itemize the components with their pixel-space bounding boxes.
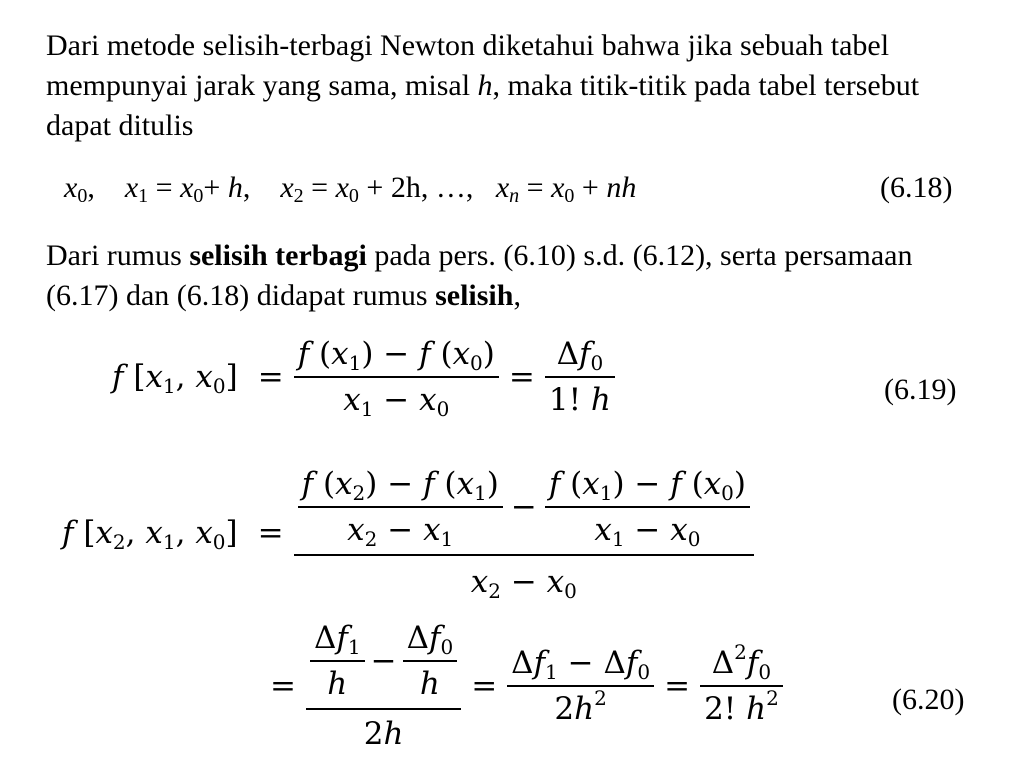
eq620-small-fraction-2: $\frac{\Delta f_0}{h}$ xyxy=(403,620,458,702)
equation-number-6-18: (6.18) xyxy=(880,171,953,204)
eq620-inner-fraction-2: $\frac{f (x_1) - f (x_0)}{x_1 - x_0}$ xyxy=(545,466,750,548)
paragraph-2-text-3: , xyxy=(513,279,521,312)
eq620-equals-1: = xyxy=(257,515,284,551)
eq619-equals-2: = xyxy=(508,359,535,395)
paragraph-2-bold-2: selisih xyxy=(435,279,514,312)
equation-6-20-line-1 xyxy=(62,466,754,603)
paragraph-2-text-2: pada pers. (6.10) s.d. (6.12), serta persamaan (6.17) dan (6.18) didapat rumus xyxy=(46,239,913,312)
equation-6-20-line-2 xyxy=(270,620,783,752)
eq620-inner-fraction-1: $\frac{f (x_2) - f (x_1)}{x_2 - x_1}$ xyxy=(298,466,503,548)
eq620-lhs: f [$x_2$, $x_1$, $x_0$] xyxy=(62,515,238,554)
eq620-fraction-final: $\frac{\Delta^2f_0}{2! h^2}$ xyxy=(700,645,783,727)
sequence-x1: $x_1 = x_0+ h$, xyxy=(124,171,273,207)
eq620-equals-2: = xyxy=(270,668,296,704)
paragraph-2-text-1: Dari rumus xyxy=(46,239,190,272)
eq619-equals-1: = xyxy=(257,359,284,395)
eq619-fraction-1: $\frac{f (x_1) - f (x_0)}{x_1 - x_0}$ xyxy=(294,336,499,418)
equation-6-18 xyxy=(64,168,636,208)
sequence-x0: $x_0$, xyxy=(64,171,118,207)
eq620-fraction-compound: $\frac{\Delta f_1}{h}$ − $\frac{\Delta f_0}{h}$ 2h xyxy=(306,620,461,752)
eq619-lhs: f [$x_1$, $x_0$] xyxy=(112,359,238,398)
equation-number-6-20: (6.20) xyxy=(892,683,965,716)
intro-text-2: , maka titik-titik pada tabel tersebut dapat ditulis xyxy=(46,69,920,142)
intro-text-1: Dari metode selisih-terbagi Newton diketahui bahwa jika sebuah tabel mempunyai jarak yang sama, misal xyxy=(46,29,890,102)
sequence-x2: $x_2 = x_0 + 2h$, …, xyxy=(280,171,489,207)
intro-h: h xyxy=(477,69,493,102)
equation-number-6-19: (6.19) xyxy=(884,373,957,406)
eq620-equals-4: = xyxy=(664,668,691,704)
eq619-fraction-2: $\frac{\Delta f_0}{1! h}$ xyxy=(545,336,615,418)
equation-6-19 xyxy=(112,336,615,421)
eq620-equals-3: = xyxy=(471,668,498,704)
eq620-fraction-difference: $\frac{\Delta f_1 - \Delta f_0}{2h^2}$ xyxy=(507,645,654,727)
intro-paragraph xyxy=(46,26,986,146)
eq620-small-fraction-1: $\frac{\Delta f_1}{h}$ xyxy=(310,620,365,702)
eq620-big-fraction: $\frac{f (x_2) - f (x_1)}{x_2 - x_1}$ − $\frac{f (x_1) - f (x_0)}{x_1 - x_0}$ $x_2 - x_0$ xyxy=(294,466,754,600)
paragraph-2 xyxy=(46,236,986,316)
paragraph-2-bold-1: selisih terbagi xyxy=(189,239,367,272)
sequence-xn: $x_n = x_0$ + nh xyxy=(495,171,637,207)
